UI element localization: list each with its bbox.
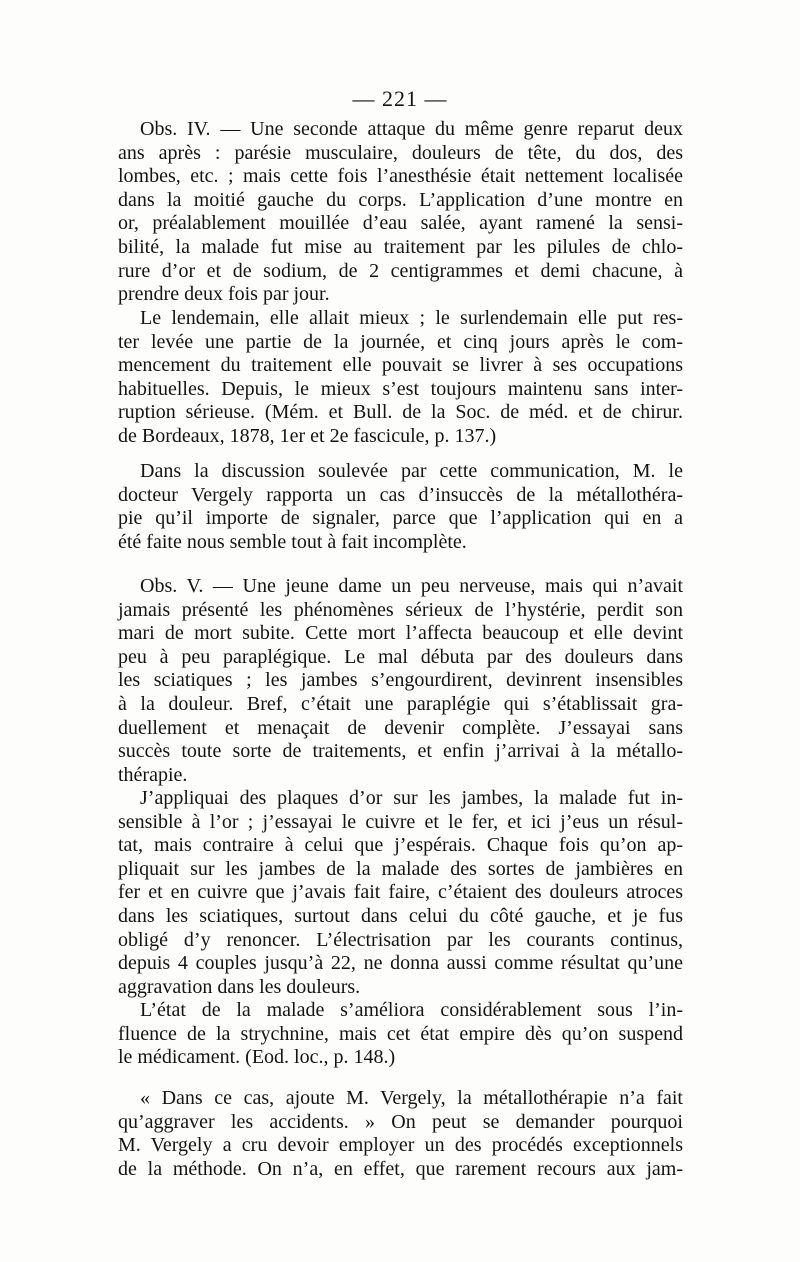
text-line: fluence de la strychnine, mais cet état empire dès qu’on suspend bbox=[118, 1022, 683, 1045]
text-line: habituelles. Depuis, le mieux s’est toujours maintenu sans inter- bbox=[118, 377, 683, 400]
text-line: à la douleur. Bref, c’était une paraplégie qui s’établissait gra- bbox=[118, 692, 683, 715]
text-line: qu’aggraver les accidents. » On peut se demander pourquoi bbox=[118, 1110, 683, 1133]
text-line: bilité, la malade fut mise au traitement par les pilules de chlo- bbox=[118, 235, 683, 258]
text-line: jamais présenté les phénomènes sérieux de l’hystérie, perdit son bbox=[118, 598, 683, 621]
text-line: dans la moitié gauche du corps. L’application d’une montre en bbox=[118, 188, 683, 211]
text-line: mari de mort subite. Cette mort l’affecta beaucoup et elle devint bbox=[118, 622, 683, 645]
text-line: J’appliquai des plaques d’or sur les jambes, la malade fut in- bbox=[140, 787, 683, 809]
text-line: duellement et menaçait de devenir complète. J’essayai sans bbox=[118, 716, 683, 739]
text-line: Obs. V. — Une jeune dame un peu nerveuse, mais qui n’avait bbox=[140, 575, 683, 597]
text-line: depuis 4 couples jusqu’à 22, ne donna aussi comme résultat qu’une bbox=[118, 952, 683, 975]
text-line: de la méthode. On n’a, en effet, que rarement recours aux jam- bbox=[118, 1157, 683, 1180]
paragraph-obs-iv bbox=[118, 118, 683, 307]
text-line: rure d’or et de sodium, de 2 centigrammes et demi chacune, à bbox=[118, 259, 683, 282]
text-line: ter levée une partie de la journée, et cinq jours après le com- bbox=[118, 330, 683, 353]
text-line: thérapie. bbox=[118, 763, 188, 786]
text-line: dans les sciatiques, surtout dans celui du côté gauche, et je fus bbox=[118, 904, 683, 927]
paragraph-strychnine bbox=[118, 999, 683, 1070]
paragraph-vergely bbox=[118, 1087, 683, 1181]
page-number: — 221 — bbox=[352, 86, 448, 111]
text-line: Le lendemain, elle allait mieux ; le surlendemain elle put res- bbox=[140, 307, 683, 329]
text-line: pie qu’il importe de signaler, parce que l’application qui en a bbox=[118, 507, 683, 530]
text-line: tat, mais contraire à celui que j’espérais. Chaque fois qu’on ap- bbox=[118, 834, 683, 857]
text-line: Dans la discussion soulevée par cette communication, M. le bbox=[140, 460, 683, 482]
paragraph-obs-v bbox=[118, 575, 683, 787]
text-line: peu à peu paraplégique. Le mal débuta par des douleurs dans bbox=[118, 645, 683, 668]
text-line: docteur Vergely rapporta un cas d’insuccès de la métallothéra- bbox=[118, 483, 683, 506]
text-line: succès toute sorte de traitements, et enfin j’arrivai à la métallo- bbox=[118, 740, 683, 763]
text-line: lombes, etc. ; mais cette fois l’anesthésie était nettement localisée bbox=[118, 165, 683, 188]
text-line: ruption sérieuse. (Mém. et Bull. de la Soc. de méd. et de chirur. bbox=[118, 401, 683, 424]
text-line: « Dans ce cas, ajoute M. Vergely, la métallothérapie n’a fait bbox=[140, 1087, 683, 1109]
paragraph-plaques bbox=[118, 787, 683, 999]
text-line: M. Vergely a cru devoir employer un des procédés exceptionnels bbox=[118, 1134, 683, 1157]
text-line: mencement du traitement elle pouvait se livrer à ses occupations bbox=[118, 354, 683, 377]
text-line: or, préalablement mouillée d’eau salée, ayant ramené la sensi- bbox=[118, 212, 683, 235]
text-line: L’état de la malade s’améliora considérablement sous l’in- bbox=[140, 999, 683, 1021]
text-line: pliquait sur les jambes de la malade des sortes de jambières en bbox=[118, 857, 683, 880]
text-line: les sciatiques ; les jambes s’engourdirent, devinrent insensibles bbox=[118, 669, 683, 692]
text-line: ans après : parésie musculaire, douleurs de tête, du dos, des bbox=[118, 141, 683, 164]
text-line: fer et en cuivre que j’avais fait faire, c’étaient des douleurs atroces bbox=[118, 881, 683, 904]
paragraph-discussion bbox=[118, 460, 683, 554]
paragraph-lendemain bbox=[118, 307, 683, 449]
text-line: été faite nous semble tout à fait incomplète. bbox=[118, 530, 467, 553]
text-line: le médicament. (Eod. loc., p. 148.) bbox=[118, 1046, 396, 1069]
text-line: aggravation dans les douleurs. bbox=[118, 975, 361, 998]
text-line: obligé d’y renoncer. L’électrisation par les courants continus, bbox=[118, 928, 683, 951]
text-line: prendre deux fois par jour. bbox=[118, 283, 330, 306]
text-line: Obs. IV. — Une seconde attaque du même genre reparut deux bbox=[140, 118, 683, 140]
text-line: sensible à l’or ; j’essayai le cuivre et le fer, et ici j’eus un résul- bbox=[118, 810, 683, 833]
text-line: de Bordeaux, 1878, 1er et 2e fascicule, p. 137.) bbox=[118, 424, 497, 447]
